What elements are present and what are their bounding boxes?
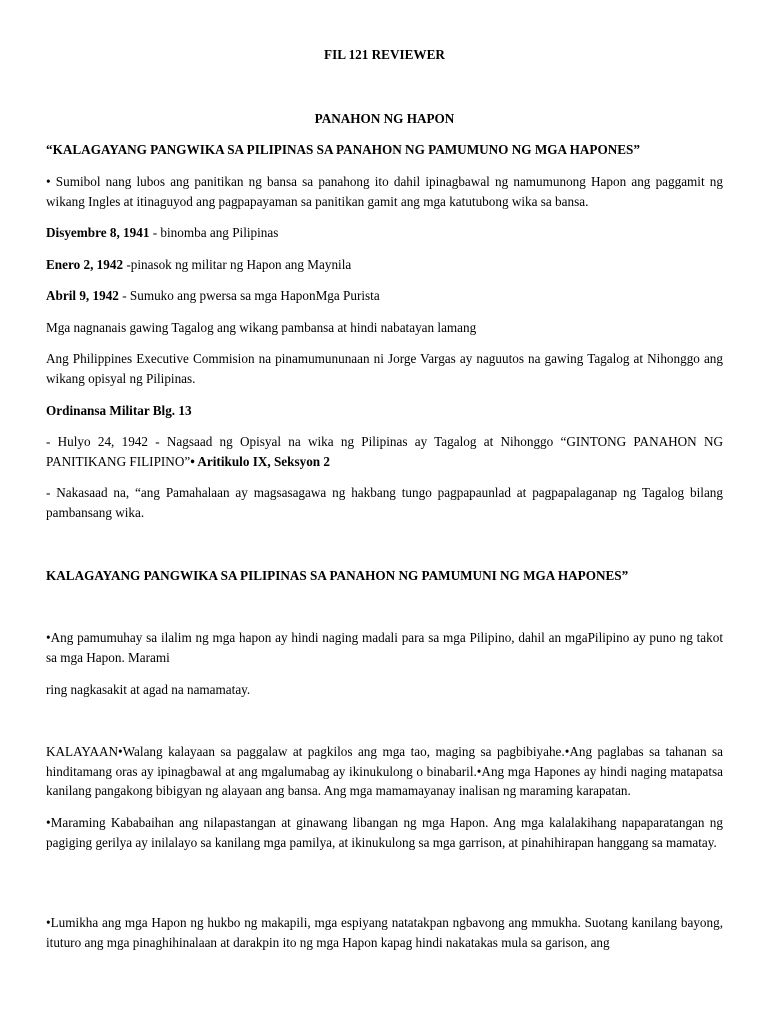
subheading-pamumuni: KALAGAYANG PANGWIKA SA PILIPINAS SA PANAHON NG PAMUMUNI NG MGA HAPONES” [46, 568, 629, 583]
hulyo-text: - Hulyo 24, 1942 - Nagsaad ng Opisyal na wika ng Pilipinas ay Tagalog at Nihonggo “GINTONG PANAHON NG PANITIKANG FILIPINO” [46, 434, 723, 469]
date-text: - Sumuko ang pwersa sa mga HaponMga Purista [118, 288, 380, 303]
paragraph-pamumuhay: •Ang pamumuhay sa ilalim ng mga hapon ay hindi naging madali para sa mga Pilipino, dahil an mgaPilipino ay puno ng takot sa mga Hapon. Marami [46, 630, 723, 665]
ordinance-heading: Ordinansa Militar Blg. 13 [46, 403, 192, 418]
section-heading: PANAHON NG HAPON [314, 111, 455, 126]
date-entry-abril-1942 [46, 286, 723, 306]
date-label: Disyembre 8, 1941 [46, 225, 150, 240]
document-title: FIL 121 REVIEWER [324, 47, 445, 62]
paragraph-commission: Ang Philippines Executive Commision na pinamumununaan ni Jorge Vargas ay naguutos na gawing Tagalog at Nihonggo ang wikang opisyal ng Pilipinas. [46, 351, 723, 386]
date-entry-1941 [46, 223, 723, 243]
date-text: -pinasok ng militar ng Hapon ang Maynila [123, 257, 352, 272]
subheading-pamumuno: “KALAGAYANG PANGWIKA SA PILIPINAS SA PANAHON NG PAMUMUNO NG MGA HAPONES” [46, 142, 640, 157]
date-label: Abril 9, 1942 [46, 288, 119, 303]
date-label: Enero 2, 1942 [46, 257, 124, 272]
paragraph-kalayaan: KALAYAAN•Walang kalayaan sa paggalaw at pagkilos ang mga tao, maging sa pagbibiyahe.•Ang paglabas sa tahanan sa hinditamang oras ay ipinagbawal at ang mgalumabag ay ikinukulong o binabaril.•Ang mga Hapones ay hindi naging matapatsa kanilang pangakong bibigyan ng alayaan ang bansa. Ang mga mamamayanay inalisan ng maraming karapatan. [46, 744, 723, 798]
paragraph-kababaihan: •Maraming Kababaihan ang nilapastangan at ginawang libangan ng mga Hapon. Ang mga kalalakihang napaparatangan ng pagiging gerilya ay inilalayo sa kanilang mga pamilya, at ikinukulong sa mga garrison, at pinahihirapan hanggang sa mamatay. [46, 815, 723, 850]
paragraph-lumikha: •Lumikha ang mga Hapon ng hukbo ng makapili, mga espiyang natatakpan ngbavong ang mmukha. Suotang kanilang bayong, ituturo ang mga pinaghihinalaan at darakpin ito ng mga Hapon kapag hindi nakatakas mula sa garison, ang [46, 915, 723, 950]
article-reference: • Aritikulo IX, Seksyon 2 [190, 453, 331, 469]
date-text: - binomba ang Pilipinas [149, 225, 279, 240]
paragraph-ring: ring nagkasakit at agad na namamatay. [46, 682, 251, 697]
paragraph-nagnanais: Mga nagnanais gawing Tagalog ang wikang pambansa at hindi nabatayan lamang [46, 320, 477, 335]
paragraph-nakasaad: - Nakasaad na, “ang Pamahalaan ay magsasagawa ng hakbang tungo pagpapaunlad at pagpapalaganap ng Tagalog bilang pambansang wika. [46, 485, 723, 520]
paragraph-hulyo [46, 432, 723, 471]
date-entry-enero-1942 [46, 255, 723, 275]
paragraph-sumibol: • Sumibol nang lubos ang panitikan ng bansa sa panahong ito dahil ipinagbawal ng namumunong Hapon ang paggamit ng wikang Ingles at itinaguyod ang pagpapayaman sa panitikan gamit ang mga katutubong wika sa bansa. [46, 174, 723, 209]
